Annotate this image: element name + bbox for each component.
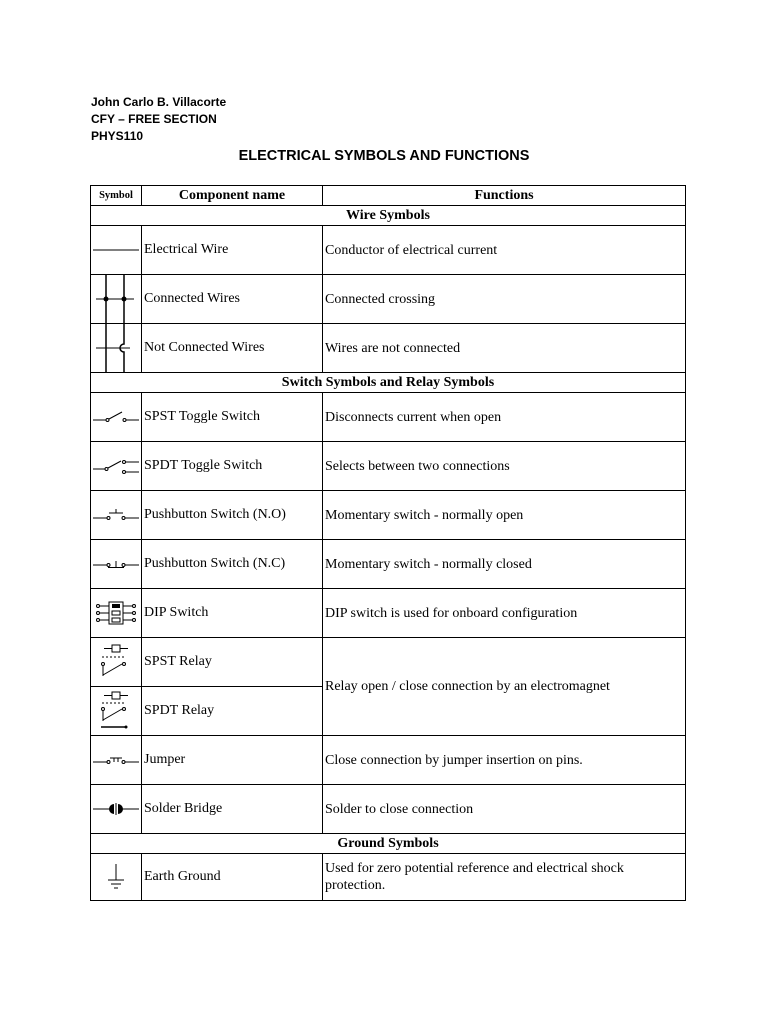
- component-name: SPDT Relay: [142, 687, 323, 736]
- component-function: Used for zero potential reference and electrical shock protection.: [323, 854, 686, 901]
- solder-bridge-icon: [91, 785, 142, 834]
- column-header-functions: Functions: [323, 186, 686, 206]
- component-name: Connected Wires: [142, 275, 323, 324]
- component-function: Solder to close connection: [323, 785, 686, 834]
- component-function: Close connection by jumper insertion on pins.: [323, 736, 686, 785]
- table-row: [91, 736, 686, 785]
- component-name: Earth Ground: [142, 854, 323, 901]
- component-function: DIP switch is used for onboard configuration: [323, 589, 686, 638]
- table-row: [91, 442, 686, 491]
- table-row: [91, 589, 686, 638]
- table-header-row: [91, 186, 686, 206]
- pushbutton-no-icon: [91, 491, 142, 540]
- component-name: Jumper: [142, 736, 323, 785]
- component-function: Momentary switch - normally open: [323, 491, 686, 540]
- table-row: [91, 785, 686, 834]
- component-name: SPST Toggle Switch: [142, 393, 323, 442]
- component-function: Wires are not connected: [323, 324, 686, 373]
- spst-relay-icon: [91, 638, 142, 687]
- component-name: SPST Relay: [142, 638, 323, 687]
- section-row-ground: [91, 834, 686, 854]
- course-code: PHYS110: [91, 129, 144, 143]
- table-row: [91, 491, 686, 540]
- electrical-wire-icon: [91, 226, 142, 275]
- table-row: [91, 226, 686, 275]
- dip-switch-icon: [91, 589, 142, 638]
- component-name: Pushbutton Switch (N.C): [142, 540, 323, 589]
- column-header-component: Component name: [142, 186, 323, 206]
- symbols-table: [90, 185, 686, 901]
- table-row: [91, 324, 686, 373]
- component-function: Selects between two connections: [323, 442, 686, 491]
- section-name: CFY – FREE SECTION: [91, 112, 217, 126]
- author-name: John Carlo B. Villacorte: [91, 95, 227, 109]
- section-title: Wire Symbols: [91, 206, 686, 226]
- spdt-toggle-switch-icon: [91, 442, 142, 491]
- table-row: [91, 275, 686, 324]
- component-function: Conductor of electrical current: [323, 226, 686, 275]
- component-function: Relay open / close connection by an electromagnet: [323, 638, 686, 736]
- pushbutton-nc-icon: [91, 540, 142, 589]
- column-header-symbol: Symbol: [91, 186, 142, 206]
- jumper-icon: [91, 736, 142, 785]
- component-name: Solder Bridge: [142, 785, 323, 834]
- component-name: DIP Switch: [142, 589, 323, 638]
- table-row: [91, 638, 686, 687]
- section-row-switch: [91, 373, 686, 393]
- component-name: Not Connected Wires: [142, 324, 323, 373]
- connected-wires-icon: [91, 275, 142, 324]
- document-title: ELECTRICAL SYMBOLS AND FUNCTIONS: [238, 148, 530, 164]
- earth-ground-icon: [91, 854, 142, 901]
- component-function: Momentary switch - normally closed: [323, 540, 686, 589]
- table-row: [91, 540, 686, 589]
- table-row: [91, 393, 686, 442]
- spdt-relay-icon: [91, 687, 142, 736]
- component-name: Pushbutton Switch (N.O): [142, 491, 323, 540]
- section-title: Ground Symbols: [91, 834, 686, 854]
- component-name: SPDT Toggle Switch: [142, 442, 323, 491]
- component-name: Electrical Wire: [142, 226, 323, 275]
- table-row: [91, 854, 686, 901]
- component-function: Disconnects current when open: [323, 393, 686, 442]
- not-connected-wires-icon: [91, 324, 142, 373]
- component-function: Connected crossing: [323, 275, 686, 324]
- document-header: [91, 94, 226, 145]
- spst-toggle-switch-icon: [91, 393, 142, 442]
- section-row-wire: [91, 206, 686, 226]
- section-title: Switch Symbols and Relay Symbols: [91, 373, 686, 393]
